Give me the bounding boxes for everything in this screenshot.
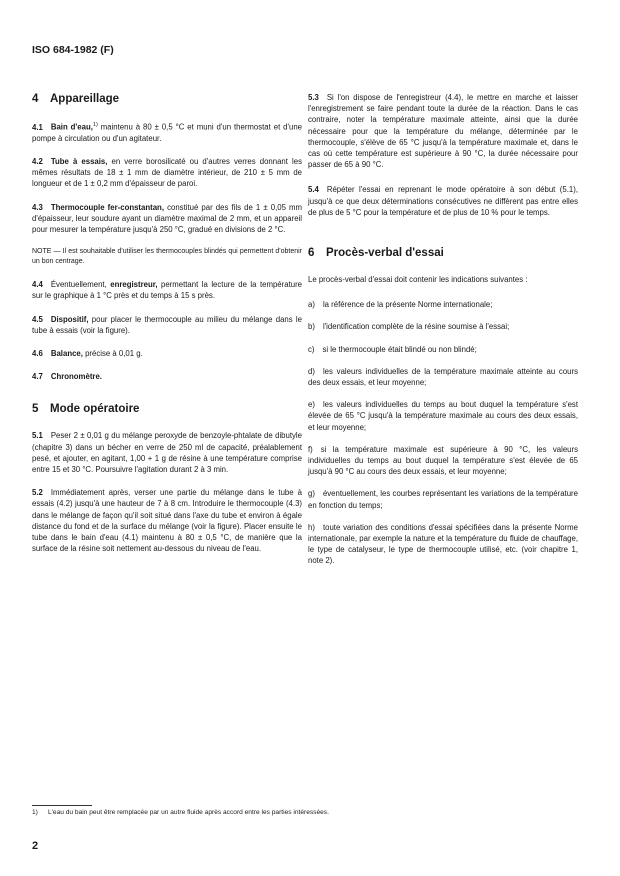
- list-item: g) éventuellement, les courbes représentant les variations de la température en fonction du temps;: [308, 489, 578, 510]
- section-6-intro: Le procès-verbal d'essai doit contenir les indications suivantes :: [308, 275, 528, 285]
- list-item: f) si la température maximale est supérieure à 90 °C, les valeurs individuelles du temps au bout duquel la température s'est élevée de 65 jusqu'à 90 °C au cours des deux essais, et leur moyenne;: [308, 444, 578, 477]
- clause-4-3-note: NOTE — Il est souhaitable d'utiliser les thermocouples blindés qui permettent d'obtenir un bon centrage.: [32, 248, 302, 266]
- clause-4-5: 4.5 Dispositif, pour placer le thermocouple au milieu du mélange dans le tube à essais (voir la figure).: [32, 314, 302, 335]
- clause-4-4: 4.4 Éventuellement, enregistreur, permettant la lecture de la température sur le graphique à 1 °C près et du temps à 15 s près.: [32, 280, 303, 301]
- list-item: d) les valeurs individuelles de la température maximale atteinte au cours des deux essais, et leur moyenne;: [308, 366, 578, 388]
- list-item: h) toute variation des conditions d'essai spécifiées dans la présente Norme internationale, par exemple la nature et la température du fluide de chauffage, le type de catalyseur, le type de thermocouple utilisé, etc. (voir chapitre 1, note 2).: [308, 522, 578, 566]
- page-number: 2: [32, 840, 39, 852]
- clause-4-3: 4.3 Thermocouple fer-constantan, constitué par des fils de 1 ± 0,05 mm d'épaisseur, leur soudure ayant un diamètre maximal de 2 mm, et un appareil pour mesurer la température jusqu'à 250 °C, gradué en divisions de 2 °C.: [32, 202, 303, 235]
- footnote: 1) L'eau du bain peut être remplacée par un autre fluide après accord entre les parties intéressées.: [32, 809, 329, 816]
- clause-5-3: 5.3 Si l'on dispose de l'enregistreur (4.4), le mettre en marche et laisser l'enregistrement se faire pendant toute la durée de la réaction. Dans le cas contraire, noter la température maximale atteinte, ainsi que la durée nécessaire pour que la température du mélange, déterminée par le thermocouple, s'élève de 65 °C jusqu'à la température maximale et, dans le cas où cette température est supérieure à 90 °C, la durée nécessaire pour passer de 65 à 90 °C.: [308, 93, 578, 170]
- section-5-heading: 5 Mode opératoire: [32, 403, 140, 416]
- clause-4-2: 4.2 Tube à essais, en verre borosilicaté ou d'autres verres donnant les mêmes résultats de 18 ± 1 mm de diamètre intérieur, de 210 ± 5 mm de longueur et de 1 ± 0,2 mm d'épaisseur de paroi.: [32, 157, 302, 189]
- list-item: c) si le thermocouple était blindé ou non blindé;: [308, 344, 477, 354]
- clause-5-1: 5.1 Peser 2 ± 0,01 g du mélange peroxyde de benzoyle-phtalate de dibutyle (chapitre 3) dans un bécher en verre de 250 ml de capacité, préalablement pesé, et ajouter, en agitant, 1,00 + 1 g de résine à une température comprise entre 15 et 30 °C. Poursuivre l'agitation durant 2 à 3 min.: [32, 431, 302, 475]
- clause-4-1: 4.1 Bain d'eau,$^{1)}$ maintenu à 80 ± 0,5 °C et muni d'un thermostat et d'une pompe à circulation ou d'un agitateur.: [32, 122, 303, 143]
- list-item: e) les valeurs individuelles du temps au bout duquel la température s'est élevée de 65 °C jusqu'à la température maximale au cours des deux essais, et leur moyenne;: [308, 400, 578, 432]
- section-4-heading: 4 Appareillage: [32, 93, 120, 105]
- list-item: b) l'identification complète de la résine soumise à l'essai;: [308, 322, 510, 332]
- right-column: [308, 92, 578, 578]
- section-6-heading: 6 Procès-verbal d'essai: [308, 247, 444, 260]
- clause-4-7: 4.7 Chronomètre.: [32, 372, 102, 382]
- list-item: a) la référence de la présente Norme internationale;: [308, 300, 493, 310]
- footnote-divider: [32, 805, 92, 806]
- left-column: [32, 92, 302, 566]
- clause-4-6: 4.6 Balance, précise à 0,01 g.: [32, 349, 143, 359]
- document-header: ISO 684-1982 (F): [32, 44, 114, 56]
- clause-5-4: 5.4 Répéter l'essai en reprenant le mode opératoire à son début (5.1), jusqu'à ce que deux déterminations consécutives ne diffèrent pas entre elles de plus de 5 °C pour la température et de plus de 10 % pour le temps.: [308, 185, 578, 217]
- clause-5-2: 5.2 Immédiatement après, verser une partie du mélange dans le tube à essais (4.2) jusqu'à une hauteur de 7 à 8 cm. Introduire le thermocouple (4.3) dans le mélange de façon qu'il soit situé dans l'axe du tube et environ à égale distance du fond et de la surface du mélange (voir la figure). Placer ensuite le tube dans le bain d'eau (4.1) maintenu à 80 ± 0,5 °C, de manière que la surface de la résine soit nettement au-dessous du niveau de l'eau.: [32, 488, 302, 554]
